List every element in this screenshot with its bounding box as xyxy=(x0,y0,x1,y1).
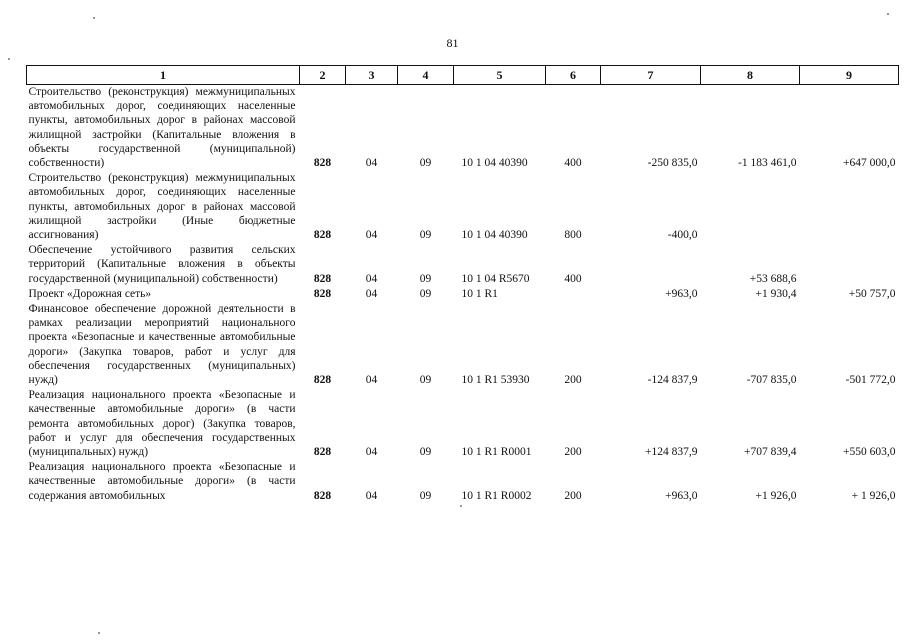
column-header: 5 xyxy=(454,66,546,85)
column-header: 9 xyxy=(800,66,899,85)
row-amount-col7-cell xyxy=(601,243,701,287)
row-expense-type-cell: 800 xyxy=(564,229,582,242)
column-header: 1 xyxy=(27,66,300,85)
row-amount-col9-cell: +647 000,0 xyxy=(843,157,896,170)
row-name-cell: Проект «Дорожная сеть» xyxy=(28,287,152,300)
column-header: 4 xyxy=(398,66,454,85)
row-grbs-cell: 828 xyxy=(313,229,332,242)
column-header: 8 xyxy=(701,66,800,85)
row-subsection-cell: 09 xyxy=(419,272,432,285)
row-name-cell: Реализация национального проекта «Безопасные и качественные автомобильные дороги» (в части ремонта автомобильных дорог) (Закупка товаров, работ и услуг для обеспечения государственных (муниципальных) нужд) xyxy=(28,389,296,459)
column-header: 6 xyxy=(546,66,601,85)
row-amount-col7-cell: +124 837,9 xyxy=(645,446,698,459)
row-amount-col9-cell: +50 757,0 xyxy=(848,287,896,300)
row-grbs-cell: 828 xyxy=(313,489,332,502)
row-grbs-cell: 828 xyxy=(313,446,332,459)
row-amount-col9-cell: + 1 926,0 xyxy=(851,489,896,502)
row-section-cell: 04 xyxy=(365,229,378,242)
table-row xyxy=(27,171,899,243)
row-section-cell: 04 xyxy=(365,374,378,387)
row-grbs-cell: 828 xyxy=(313,157,332,170)
row-section-cell: 04 xyxy=(365,446,378,459)
scan-speck xyxy=(460,505,462,507)
row-amount-col8-cell: -707 835,0 xyxy=(746,374,797,387)
row-amount-col9-cell: -501 772,0 xyxy=(845,374,896,387)
row-amount-col9-cell xyxy=(800,171,899,243)
row-amount-col9-cell: +550 603,0 xyxy=(843,446,896,459)
scan-speck xyxy=(98,632,100,634)
row-subsection-cell: 09 xyxy=(419,374,432,387)
row-name-cell: Обеспечение устойчивого развития сельских территорий (Капитальные вложения в объекты государственной (муниципальной) собственности) xyxy=(28,244,296,285)
budget-table xyxy=(26,65,899,504)
row-amount-col8-cell: +1 926,0 xyxy=(755,489,797,502)
scan-speck xyxy=(8,58,10,60)
row-section-cell: 04 xyxy=(365,489,378,502)
row-amount-col7-cell: -124 837,9 xyxy=(647,374,698,387)
row-name-cell: Строительство (реконструкция) межмуниципальных автомобильных дорог, соединяющих населенные пункты, автомобильных дорог в районах массовой жилищной застройки (Иные бюджетные ассигнования) xyxy=(28,172,296,242)
row-amount-col8-cell: +1 930,4 xyxy=(755,287,797,300)
row-amount-col8-cell: +707 839,4 xyxy=(744,446,797,459)
table-header-row xyxy=(27,66,899,85)
row-subsection-cell: 09 xyxy=(419,489,432,502)
table-row xyxy=(27,388,899,460)
row-expense-type-cell: 200 xyxy=(564,489,582,502)
row-target-article-cell: 10 1 R1 xyxy=(461,287,498,300)
row-amount-col8-cell: -1 183 461,0 xyxy=(738,157,797,170)
row-amount-col8-cell: +53 688,6 xyxy=(749,272,797,285)
page-number: 81 xyxy=(446,36,459,50)
row-section-cell: 04 xyxy=(365,272,378,285)
scan-speck xyxy=(93,17,95,19)
table-row xyxy=(27,243,899,287)
row-target-article-cell: 10 1 04 40390 xyxy=(461,229,528,242)
row-section-cell: 04 xyxy=(365,287,378,300)
row-expense-type-cell: 400 xyxy=(564,272,582,285)
row-expense-type-cell: 200 xyxy=(564,446,582,459)
row-grbs-cell: 828 xyxy=(313,272,332,285)
row-name-cell: Строительство (реконструкция) межмуниципальных автомобильных дорог, соединяющих населенные пункты, автомобильных дорог в районах массовой жилищной застройки (Капитальные вложения в объекты государственной (муниципальной) собственности) xyxy=(28,86,296,170)
table-row xyxy=(27,287,899,302)
row-amount-col7-cell: -400,0 xyxy=(667,229,698,242)
column-header: 2 xyxy=(300,66,346,85)
row-expense-type-cell xyxy=(546,287,601,302)
row-amount-col7-cell: +963,0 xyxy=(665,489,698,502)
row-name-cell: Финансовое обеспечение дорожной деятельности в рамках реализации мероприятий национального проекта «Безопасные и качественные автомобильные дороги» (Закупка товаров, работ и услуг для обеспечения государственных (муниципальных) нужд) xyxy=(28,303,296,387)
column-header: 7 xyxy=(601,66,701,85)
table-row xyxy=(27,460,899,504)
row-subsection-cell: 09 xyxy=(419,157,432,170)
row-amount-col8-cell xyxy=(701,171,800,243)
scan-speck xyxy=(887,13,889,15)
row-target-article-cell: 10 1 R1 R0002 xyxy=(461,489,532,502)
row-subsection-cell: 09 xyxy=(419,287,432,300)
table-row xyxy=(27,302,899,388)
row-subsection-cell: 09 xyxy=(419,229,432,242)
row-grbs-cell: 828 xyxy=(313,287,332,300)
row-subsection-cell: 09 xyxy=(419,446,432,459)
row-amount-col9-cell xyxy=(800,243,899,287)
row-grbs-cell: 828 xyxy=(313,374,332,387)
row-amount-col7-cell: +963,0 xyxy=(665,287,698,300)
row-expense-type-cell: 400 xyxy=(564,157,582,170)
row-target-article-cell: 10 1 04 R5670 xyxy=(461,272,530,285)
column-header: 3 xyxy=(346,66,398,85)
row-target-article-cell: 10 1 04 40390 xyxy=(461,157,528,170)
row-expense-type-cell: 200 xyxy=(564,374,582,387)
row-target-article-cell: 10 1 R1 53930 xyxy=(461,374,530,387)
row-target-article-cell: 10 1 R1 R0001 xyxy=(461,446,532,459)
row-section-cell: 04 xyxy=(365,157,378,170)
row-name-cell: Реализация национального проекта «Безопасные и качественные автомобильные дороги» (в части содержания автомобильных xyxy=(28,461,296,502)
table-row xyxy=(27,85,899,172)
row-amount-col7-cell: -250 835,0 xyxy=(647,157,698,170)
